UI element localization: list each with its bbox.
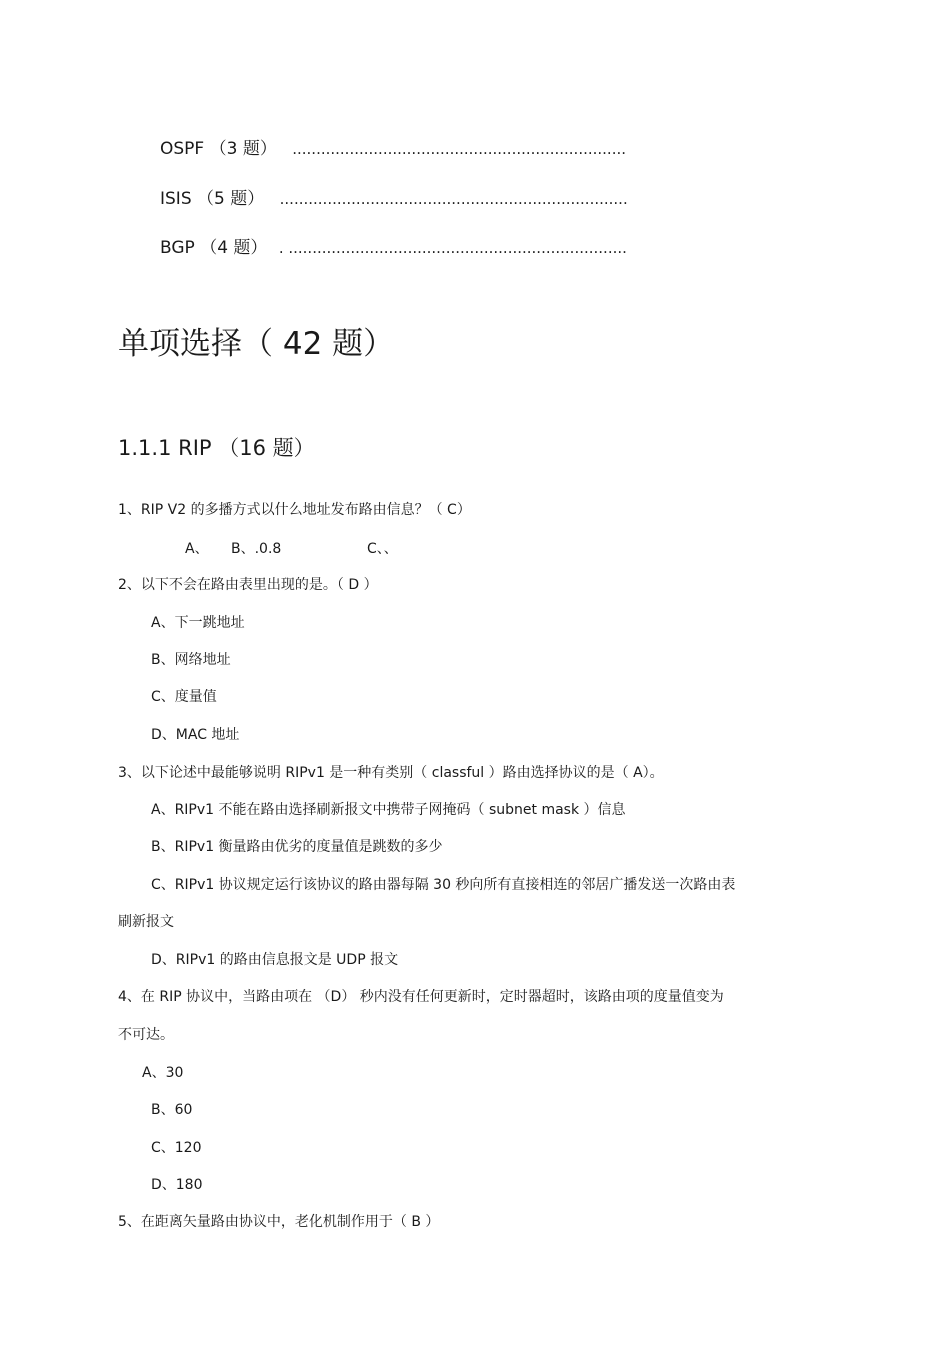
toc-item-ospf: [160, 134, 626, 159]
section-heading: 单项选择（ 42 题）: [118, 326, 395, 362]
question-5-stem: 5、在距离矢量路由协议中，老化机制作用于（ B ）: [118, 1214, 440, 1230]
question-2-option-d: D、MAC 地址: [151, 727, 240, 743]
question-4-option-c: C、120: [151, 1140, 202, 1156]
toc-label: OSPF （3 题）: [160, 139, 277, 159]
question-1-option-b: B、.0.8: [231, 541, 282, 557]
question-2-option-a: A、下一跳地址: [151, 615, 245, 631]
toc-leader-dots: ......................................................................: [292, 140, 626, 158]
question-4-option-d: D、180: [151, 1177, 203, 1193]
question-1-option-a: A、: [185, 541, 209, 557]
question-3-option-a: A、RIPv1 不能在路由选择刷新报文中携带子网掩码（ subnet mask ）信息: [151, 802, 626, 818]
question-1-stem: 1、RIP V2 的多播方式以什么地址发布路由信息？（ C）: [118, 502, 471, 518]
question-3-stem: 3、以下论述中最能够说明 RIPv1 是一种有类别（ classful ）路由选择协议的是（ A）。: [118, 765, 664, 781]
question-2-option-b: B、网络地址: [151, 652, 231, 668]
question-3-option-c: C、RIPv1 协议规定运行该协议的路由器每隔 30 秒向所有直接相连的邻居广播发送一次路由表: [151, 877, 736, 893]
question-4-option-b: B、60: [151, 1102, 193, 1118]
toc-item-bgp: [160, 233, 627, 258]
question-2-option-c: C、度量值: [151, 689, 217, 705]
toc-label: BGP （4 题）: [160, 238, 268, 258]
toc-item-isis: [160, 184, 628, 209]
toc-leader-dots: . .......................................................................: [278, 239, 627, 257]
toc-leader-dots: .........................................................................: [279, 190, 628, 208]
toc-label: ISIS （5 题）: [160, 189, 265, 209]
question-1-option-c: C、、: [367, 541, 398, 557]
question-3-option-b: B、RIPv1 衡量路由优劣的度量值是跳数的多少: [151, 839, 443, 855]
question-4-option-a: A、30: [142, 1065, 184, 1081]
question-3-option-c-continued: 刷新报文: [118, 914, 174, 930]
question-4-stem-continued: 不可达。: [118, 1027, 174, 1043]
question-2-stem: 2、以下不会在路由表里出现的是。（ D ）: [118, 577, 378, 593]
question-4-stem: 4、在 RIP 协议中，当路由项在 （D） 秒内没有任何更新时，定时器超时，该路由项的度量值变为: [118, 989, 724, 1005]
question-3-option-d: D、RIPv1 的路由信息报文是 UDP 报文: [151, 952, 399, 968]
subsection-heading: 1.1.1 RIP （16 题）: [118, 436, 315, 460]
